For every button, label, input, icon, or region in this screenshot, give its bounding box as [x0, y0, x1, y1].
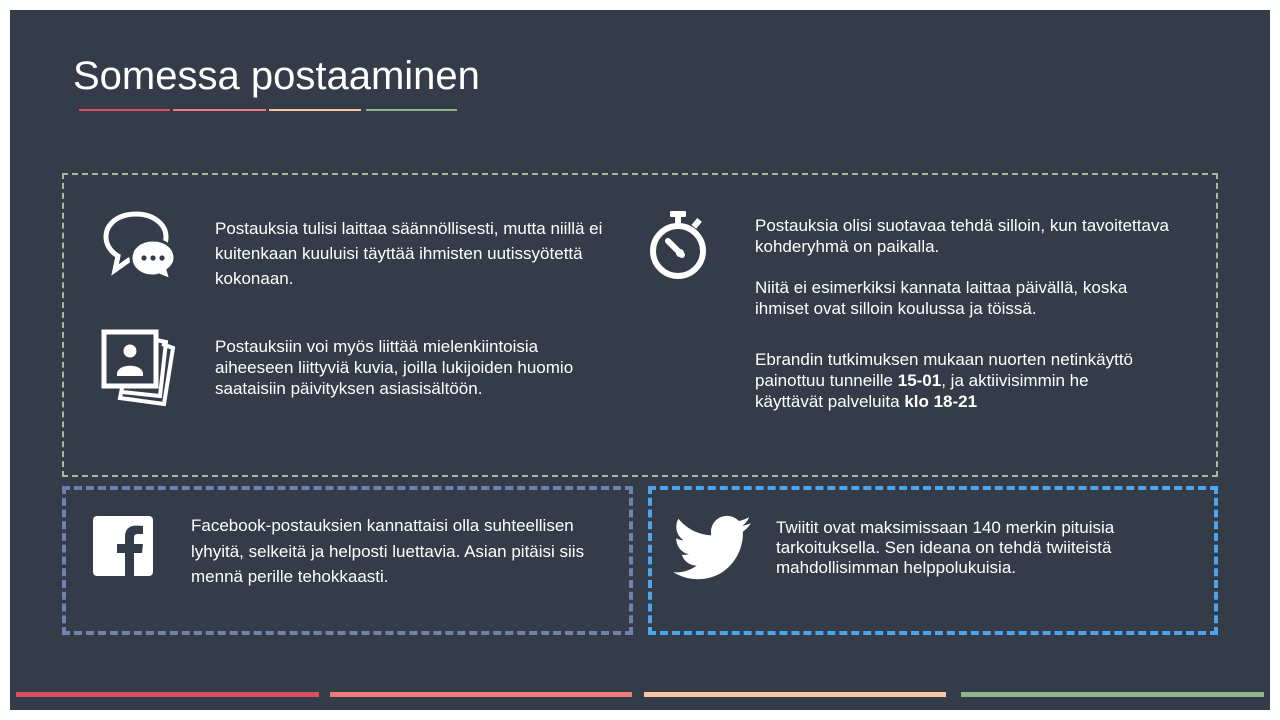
bottom-bar-red — [16, 692, 319, 697]
chat-bubbles-icon — [103, 210, 177, 280]
stopwatch-icon — [646, 209, 710, 281]
timing-text-3-mid: , ja aktiivisimmin he käyttävät palveluita — [755, 371, 1089, 411]
twitter-text: Twiitit ovat maksimissaan 140 merkin pituisia tarkoituksella. Sen ideana on tehdä twiiteistä mahdollisimman helppolukuisia. — [776, 518, 1115, 577]
timing-text-3-pre: Ebrandin tutkimuksen mukaan nuorten netinkäyttö painottuu tunneille — [755, 350, 1134, 390]
timing-text-3 — [755, 349, 1145, 412]
facebook-icon — [93, 516, 153, 576]
title-underline-green — [366, 109, 457, 111]
facebook-text: Facebook-postauksien kannattaisi olla suhteellisen lyhyitä, selkeitä ja helposti luettavia. Asian pitäisi siis mennä perille tehokkaasti. — [191, 516, 585, 586]
twitter-bird-icon — [673, 515, 751, 581]
timing-text-2: Niitä ei esimerkiksi kannata laittaa päivällä, koska ihmiset ovat silloin koulussa ja töissä. — [755, 278, 1128, 318]
photo-stack-icon — [100, 328, 182, 410]
timing-clock-bold: klo 18-21 — [904, 392, 978, 411]
bottom-bar-salmon — [330, 692, 632, 697]
timing-text-1: Postauksia olisi suotavaa tehdä silloin, kun tavoitettava kohderyhmä on paikalla. — [755, 216, 1169, 256]
title-underline-red — [79, 109, 170, 111]
timing-hours-bold: 15-01 — [897, 371, 942, 390]
slide-title: Somessa postaaminen — [73, 54, 480, 98]
regular-posting-text: Postauksia tulisi laittaa säännöllisesti, mutta niillä ei kuitenkaan kuuluisi täyttää ihmisten uutissyötettä kokonaan. — [215, 219, 603, 288]
slide — [10, 10, 1270, 710]
title-underline-salmon — [173, 109, 266, 111]
images-text: Postauksiin voi myös liittää mielenkiintoisia aiheeseen liittyviä kuvia, joilla lukijoiden huomio saataisiin päivityksen asiasisältöön. — [215, 337, 574, 398]
bottom-bar-peach — [644, 692, 946, 697]
title-underline-peach — [269, 109, 361, 111]
bottom-bar-green — [961, 692, 1264, 697]
